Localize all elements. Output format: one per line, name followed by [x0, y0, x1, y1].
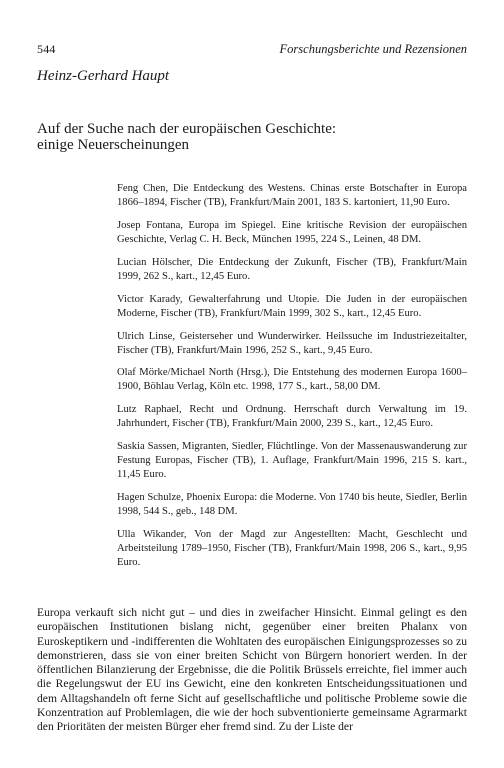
reference-entry: Ulrich Linse, Geisterseher und Wunderwirker. Heilssuche im Industriezeitalter, Fischer (TB), Frankfurt/Main 1996, 252 S., kart., 9,45 Euro.	[117, 330, 467, 356]
reference-entry: Josep Fontana, Europa im Spiegel. Eine kritische Revision der europäischen Geschichte, Verlag C. H. Beck, München 1995, 224 S., Leinen, 48 DM.	[117, 219, 467, 245]
reviewed-books-list	[117, 182, 467, 579]
body-paragraph: Europa verkauft sich nicht gut – und dies in zweifacher Hinsicht. Einmal gelingt es den europäischen Institutionen bislang nicht, gegenüber einer breiten Phalanx von Euroskeptikern und -indifferenten die Wohltaten des europäischen Einigungsprozesses so zu demonstrieren, dass sie von einer breiten Schicht von Bürgern honoriert werden. In der öffentlichen Bilanzierung der Ergebnisse, die die Politik Brüssels erreichte, fiel immer auch die Regelungswut der EU ins Gewicht, eine den konkreten Entscheidungssituationen und dem Alltagshandeln oft ferne Sicht auf gesellschaftliche und politische Probleme sowie die Konzentration auf Problemlagen, die wie der hoch subventionierte gemeinsame Agrarmarkt den Prioritäten der meisten Bürger eher fremd sind. Zu der Liste der	[37, 606, 467, 734]
article-title-line: Auf der Suche nach der europäischen Geschichte:	[37, 121, 337, 137]
reference-entry: Hagen Schulze, Phoenix Europa: die Moderne. Von 1740 bis heute, Siedler, Berlin 1998, 544 S., geb., 148 DM.	[117, 492, 467, 518]
reference-entry: Ulla Wikander, Von der Magd zur Angestellten: Macht, Geschlecht und Arbeitsteilung 1789–1950, Fischer (TB), Frankfurt/Main 1998, 206 S., kart., 9,95 Euro.	[117, 529, 467, 569]
reference-entry: Olaf Mörke/Michael North (Hrsg.), Die Entstehung des modernen Europa 1600–1900, Böhlau Verlag, Köln etc. 1998, 177 S., kart., 58,00 DM.	[117, 367, 467, 393]
running-head: Forschungsberichte und Rezensionen	[279, 42, 467, 56]
reference-entry: Lutz Raphael, Recht und Ordnung. Herrschaft durch Verwaltung im 19. Jahrhundert, Fischer (TB), Frankfurt/Main 2000, 239 S., kart., 12,45 Euro.	[117, 404, 467, 430]
reference-entry: Lucian Hölscher, Die Entdeckung der Zukunft, Fischer (TB), Frankfurt/Main 1999, 262 S., kart., 12,45 Euro.	[117, 256, 467, 282]
reference-entry: Victor Karady, Gewalterfahrung und Utopie. Die Juden in der europäischen Moderne, Fischer (TB), Frankfurt/Main 1999, 302 S., kart., 12,45 Euro.	[117, 293, 467, 319]
article-title-line: einige Neuerscheinungen	[37, 137, 190, 153]
page-number: 544	[37, 42, 56, 56]
reference-entry: Saskia Sassen, Migranten, Siedler, Flüchtlinge. Von der Massenauswanderung zur Festung Europas, Fischer (TB), 1. Auflage, Frankfurt/Main 1996, 215 S. kart., 11,45 Euro.	[117, 441, 467, 481]
reference-entry: Feng Chen, Die Entdeckung des Westens. Chinas erste Botschafter in Europa 1866–1894, Fischer (TB), Frankfurt/Main 2001, 183 S. kartoniert, 11,90 Euro.	[117, 183, 467, 208]
article-author: Heinz-Gerhard Haupt	[37, 68, 170, 84]
article-title	[37, 121, 467, 153]
